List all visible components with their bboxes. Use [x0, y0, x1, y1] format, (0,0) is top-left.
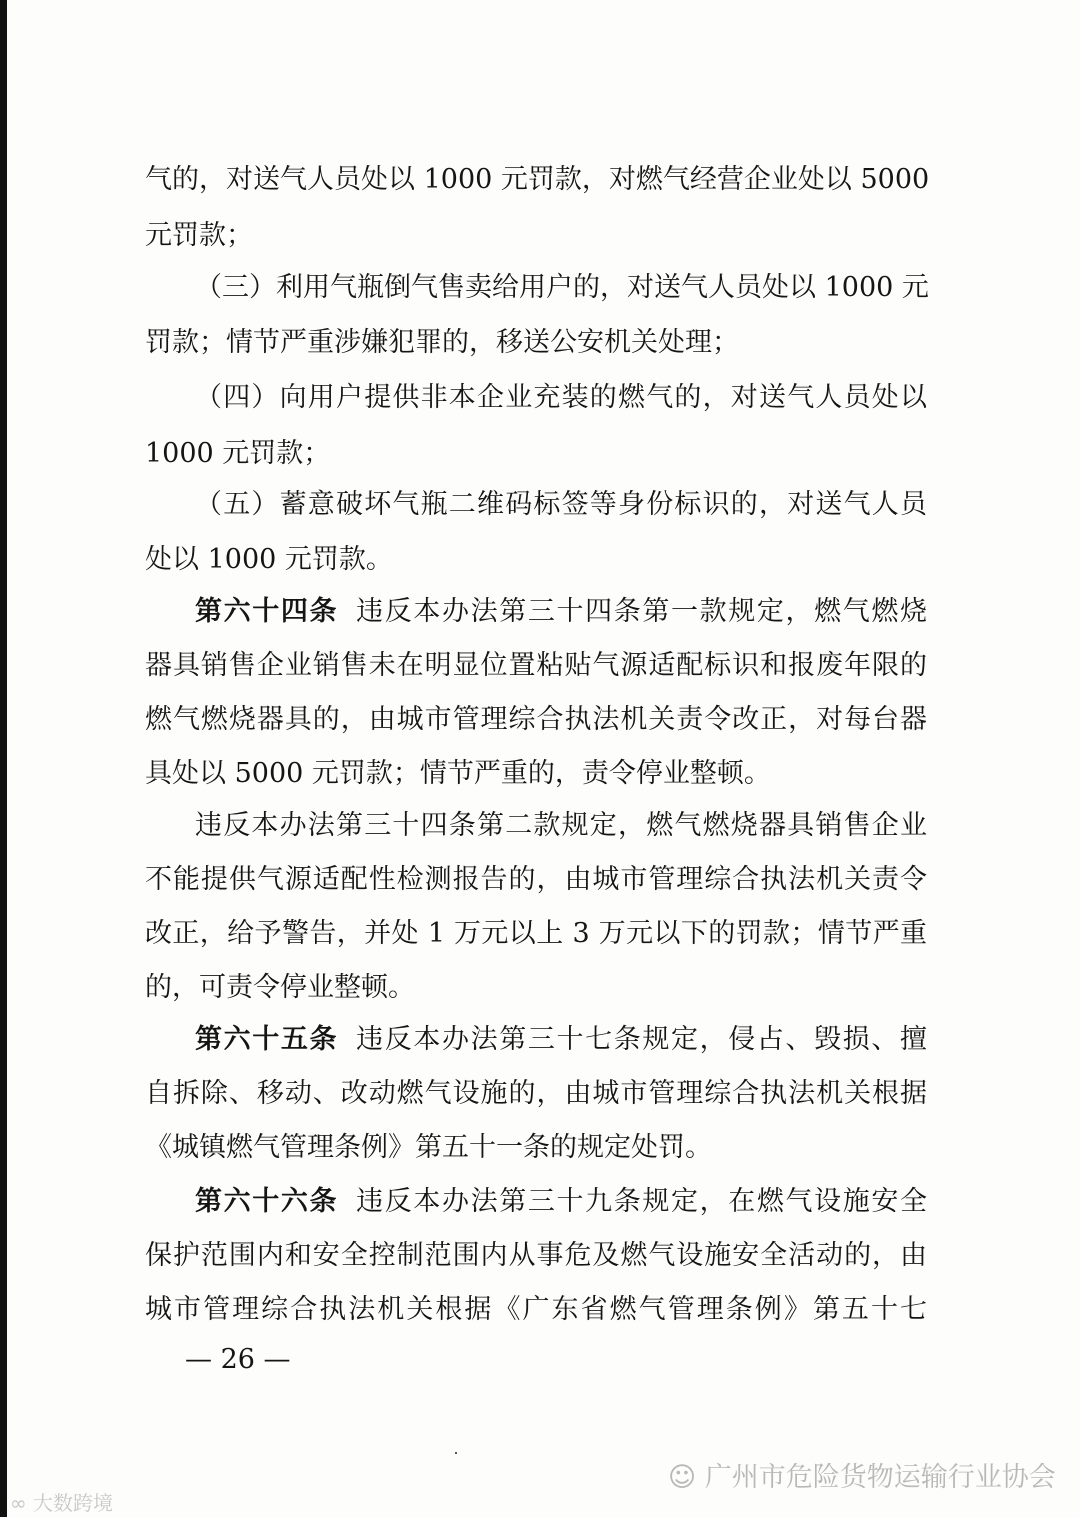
text-line: 燃气燃烧器具的，由城市管理综合执法机关责令改正，对每台器 [145, 704, 927, 735]
article-66-line [195, 1184, 927, 1220]
wechat-watermark [668, 1455, 1056, 1494]
text-line: 具处以 5000 元罚款；情节严重的，责令停业整顿。 [145, 758, 771, 789]
text-line: 自拆除、移动、改动燃气设施的，由城市管理综合执法机关根据 [145, 1078, 927, 1109]
text-line: 《城镇燃气管理条例》第五十一条的规定处罚。 [145, 1132, 712, 1163]
corner-watermark [10, 1487, 113, 1516]
text-line: （四）向用户提供非本企业充装的燃气的，对送气人员处以 [195, 382, 927, 413]
scan-speck [455, 1452, 457, 1454]
watermark-text: 广州市危险货物运输行业协会 [704, 1462, 1056, 1493]
text-line: （五）蓄意破坏气瓶二维码标签等身份标识的，对送气人员 [195, 489, 927, 520]
text-line: 违反本办法第三十四条第二款规定，燃气燃烧器具销售企业 [195, 810, 927, 841]
text: 违反本办法第三十九条规定，在燃气设施安全 [356, 1186, 927, 1217]
text-line: 器具销售企业销售未在明显位置粘贴气源适配标识和报废年限的 [145, 650, 927, 681]
article-65-line [195, 1022, 927, 1058]
text: 违反本办法第三十四条第一款规定，燃气燃烧 [356, 596, 927, 627]
text-line: 保护范围内和安全控制范围内从事危及燃气设施安全活动的，由 [145, 1240, 927, 1271]
text: 违反本办法第三十七条规定，侵占、毁损、擅 [356, 1024, 927, 1055]
text-line: 改正，给予警告，并处 1 万元以上 3 万元以下的罚款；情节严重 [145, 918, 927, 949]
text-line: 处以 1000 元罚款。 [145, 544, 393, 575]
text-line: 气的，对送气人员处以 1000 元罚款，对燃气经营企业处以 5000 [145, 164, 930, 195]
text-line: （三）利用气瓶倒气售卖给用户的，对送气人员处以 1000 元 [195, 272, 929, 303]
text-line: 元罚款； [145, 220, 253, 251]
text-line: 1000 元罚款； [145, 438, 331, 469]
article-64-line [195, 594, 927, 630]
text-line: 不能提供气源适配性检测报告的，由城市管理综合执法机关责令 [145, 864, 927, 895]
watermark-text: 大数跨境 [33, 1491, 114, 1515]
article-heading: 第六十五条 [195, 1024, 339, 1055]
text-line: 城市管理综合执法机关根据《广东省燃气管理条例》第五十七 [145, 1294, 927, 1325]
article-heading: 第六十四条 [195, 596, 339, 627]
scan-edge [0, 0, 7, 1517]
wechat-icon: ☺ [668, 1462, 705, 1493]
article-heading: 第六十六条 [195, 1186, 339, 1217]
text-line: 罚款；情节严重涉嫌犯罪的，移送公安机关处理； [145, 327, 739, 358]
text-line: 的，可责令停业整顿。 [145, 972, 415, 1003]
page-number: — 26 — [185, 1344, 291, 1375]
logo-icon: ∞ [10, 1491, 34, 1515]
